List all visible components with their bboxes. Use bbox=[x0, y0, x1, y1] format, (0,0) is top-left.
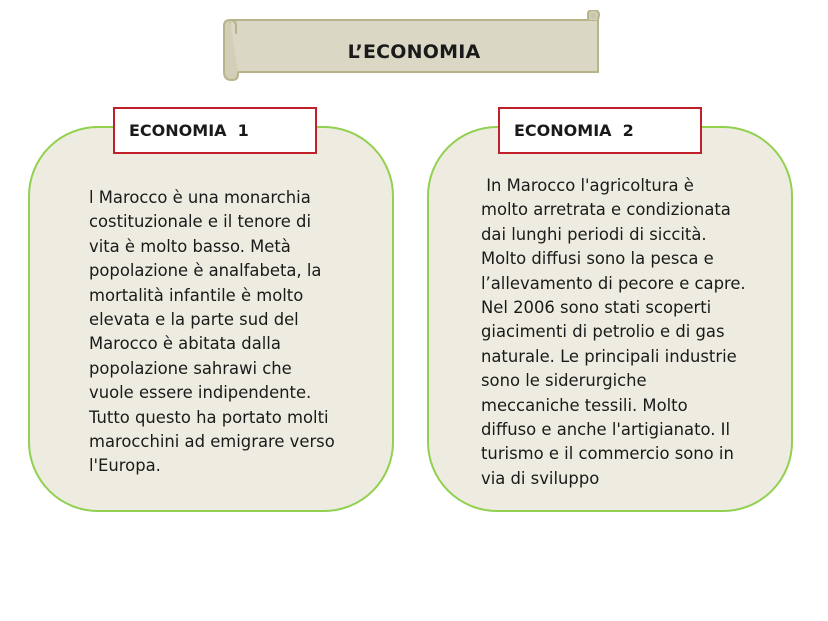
card-2-text bbox=[481, 174, 755, 491]
text-line: diffuso e anche l'artigianato. Il bbox=[481, 420, 731, 440]
text-line: elevata e la parte sud del bbox=[89, 310, 299, 330]
text-line: mortalità infantile è molto bbox=[89, 285, 304, 305]
text-line: popolazione è analfabeta, la bbox=[89, 261, 322, 281]
text-line: popolazione sahrawi che bbox=[89, 358, 292, 378]
title-banner bbox=[222, 10, 606, 82]
text-line: sono le siderurgiche bbox=[481, 371, 647, 391]
text-line: l'Europa. bbox=[89, 456, 161, 476]
text-line: turismo e il commercio sono in bbox=[481, 444, 734, 464]
card-1-text bbox=[89, 186, 357, 479]
text-line: dai lunghi periodi di siccità. bbox=[481, 224, 707, 244]
card-economia-2 bbox=[427, 126, 793, 512]
text-line: In Marocco l'agricoltura è bbox=[481, 176, 694, 195]
text-line: vita è molto basso. Metà bbox=[89, 236, 291, 256]
text-line: Marocco è abitata dalla bbox=[89, 334, 281, 354]
page-title: L’ECONOMIA bbox=[347, 41, 481, 63]
text-line: giacimenti di petrolio e di gas bbox=[481, 322, 725, 342]
text-line: meccaniche tessili. Molto bbox=[481, 395, 688, 415]
text-line: via di sviluppo bbox=[481, 468, 600, 488]
text-line: l Marocco è una monarchia bbox=[89, 188, 311, 207]
text-line: vuole essere indipendente. bbox=[89, 383, 312, 403]
text-line: Tutto questo ha portato molti bbox=[89, 407, 329, 427]
text-line: Molto diffusi sono la pesca e bbox=[481, 249, 714, 269]
card-economia-1 bbox=[28, 126, 394, 512]
text-line: naturale. Le principali industrie bbox=[481, 346, 737, 366]
text-line: l’allevamento di pecore e capre. bbox=[481, 273, 746, 293]
text-line: Nel 2006 sono stati scoperti bbox=[481, 298, 712, 318]
text-line: molto arretrata e condizionata bbox=[481, 200, 731, 220]
text-line: marocchini ad emigrare verso bbox=[89, 432, 335, 452]
label-economia-1: ECONOMIA 1 bbox=[113, 107, 317, 154]
text-line: costituzionale e il tenore di bbox=[89, 212, 312, 232]
label-economia-2: ECONOMIA 2 bbox=[498, 107, 702, 154]
